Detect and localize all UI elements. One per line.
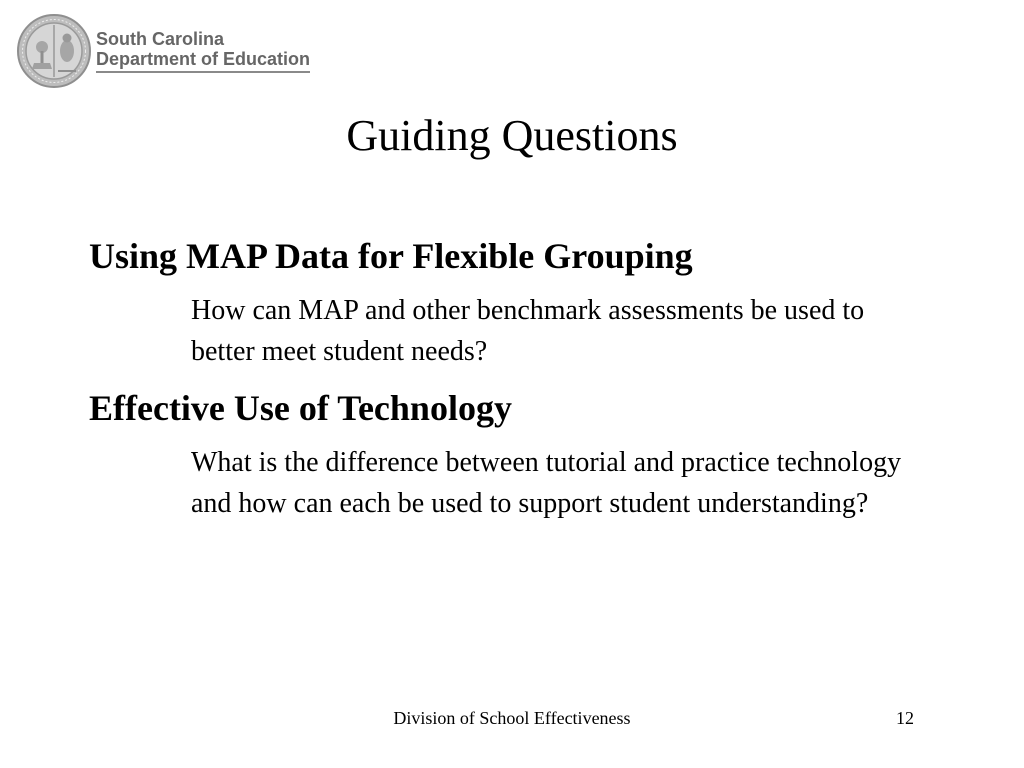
footer-division-name: Division of School Effectiveness (393, 708, 631, 728)
section-question: What is the difference between tutorial and practice technology and how can each be used to support student understanding? (191, 447, 902, 519)
section-map-data (89, 232, 949, 372)
section-question: How can MAP and other benchmark assessments be used to better meet student needs? (191, 295, 865, 367)
state-seal-icon (16, 13, 92, 89)
section-heading: Using MAP Data for Flexible Grouping (89, 236, 693, 276)
section-heading: Effective Use of Technology (89, 388, 512, 428)
slide-content (89, 232, 949, 536)
logo-line-state: South Carolina (96, 29, 225, 49)
logo-wordmark (96, 29, 310, 69)
logo-underline (96, 71, 310, 73)
sc-department-of-education-logo (16, 13, 316, 89)
logo-line-department: Department of Education (96, 49, 311, 69)
section-technology (89, 384, 949, 524)
slide-title: Guiding Questions (346, 111, 678, 160)
page-number: 12 (896, 708, 914, 728)
